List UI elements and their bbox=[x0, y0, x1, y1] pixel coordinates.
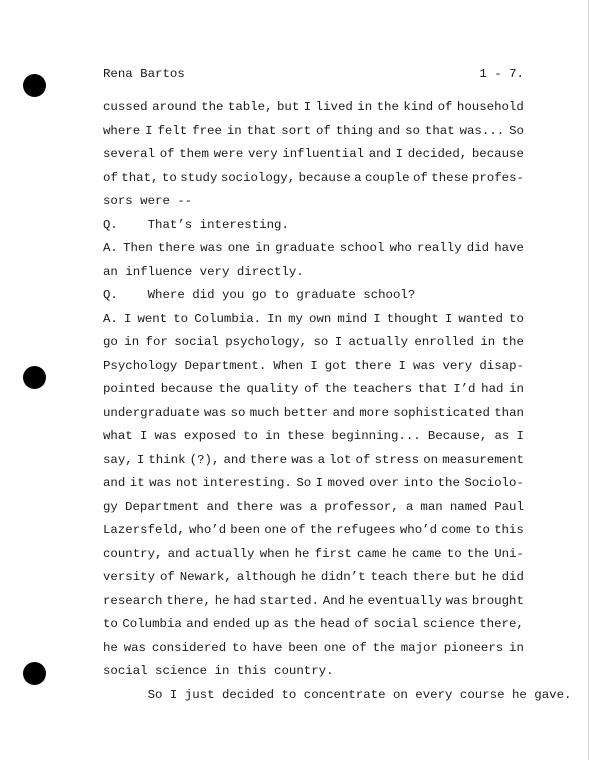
transcript-line: gy Department and there was a professor, a man named Paul bbox=[103, 499, 524, 514]
transcript-line: undergraduate was so much better and more sophisticated than bbox=[103, 405, 524, 420]
transcript-body bbox=[103, 96, 572, 707]
transcript-line: go in for social psychology, so I actually enrolled in the bbox=[103, 335, 524, 349]
transcript-line: and it was not interesting. So I moved over into the Sociolo- bbox=[103, 476, 524, 490]
transcript-line: what I was exposed to in these beginning... Because, as I bbox=[103, 429, 524, 443]
transcript-line: country, and actually when he first came he came to the Uni- bbox=[103, 546, 524, 561]
transcript-line: several of them were very influential and I decided, because bbox=[103, 147, 524, 161]
transcript-line: versity of Newark, although he didn’t teach there but he did bbox=[103, 570, 524, 584]
page-header bbox=[103, 65, 524, 83]
transcript-line: A. I went to Columbia. In my own mind I thought I wanted to bbox=[103, 311, 524, 326]
transcript-line: to Columbia and ended up as the head of social science there, bbox=[103, 617, 524, 631]
transcript-line: So I just decided to concentrate on every course he gave. bbox=[103, 687, 572, 702]
header-author: Rena Bartos bbox=[103, 67, 185, 81]
transcript-line: where I felt free in that sort of thing and so that was... So bbox=[103, 123, 524, 138]
transcript-line: sors were -- bbox=[103, 194, 193, 208]
transcript-line: A. Then there was one in graduate school who really did have bbox=[103, 241, 524, 255]
punch-hole-top bbox=[23, 74, 46, 97]
transcript-line: say, I think (?), and there was a lot of stress on measurement bbox=[103, 452, 524, 467]
punch-hole-middle bbox=[23, 366, 46, 389]
transcript-line: research there, he had started. And he eventually was brought bbox=[103, 593, 524, 608]
transcript-line: Lazersfeld, who’d been one of the refugees who’d come to this bbox=[103, 523, 524, 537]
transcript-line: Q. Where did you go to graduate school? bbox=[103, 288, 416, 302]
transcript-line: Q. That’s interesting. bbox=[103, 217, 289, 232]
transcript-line: Psychology Department. When I got there I was very disap- bbox=[103, 358, 524, 373]
transcript-line: an influence very directly. bbox=[103, 264, 304, 279]
transcript-line: cussed around the table, but I lived in the kind of household bbox=[103, 100, 524, 114]
transcript-line: of that, to study sociology, because a couple of these profes- bbox=[103, 170, 524, 185]
transcript-line: pointed because the quality of the teachers that I’d had in bbox=[103, 382, 524, 396]
punch-hole-bottom bbox=[23, 662, 46, 685]
transcript-line: he was considered to have been one of the major pioneers in bbox=[103, 640, 524, 655]
transcript-line: social science in this country. bbox=[103, 664, 334, 678]
header-page-number: 1 - 7. bbox=[479, 67, 524, 81]
